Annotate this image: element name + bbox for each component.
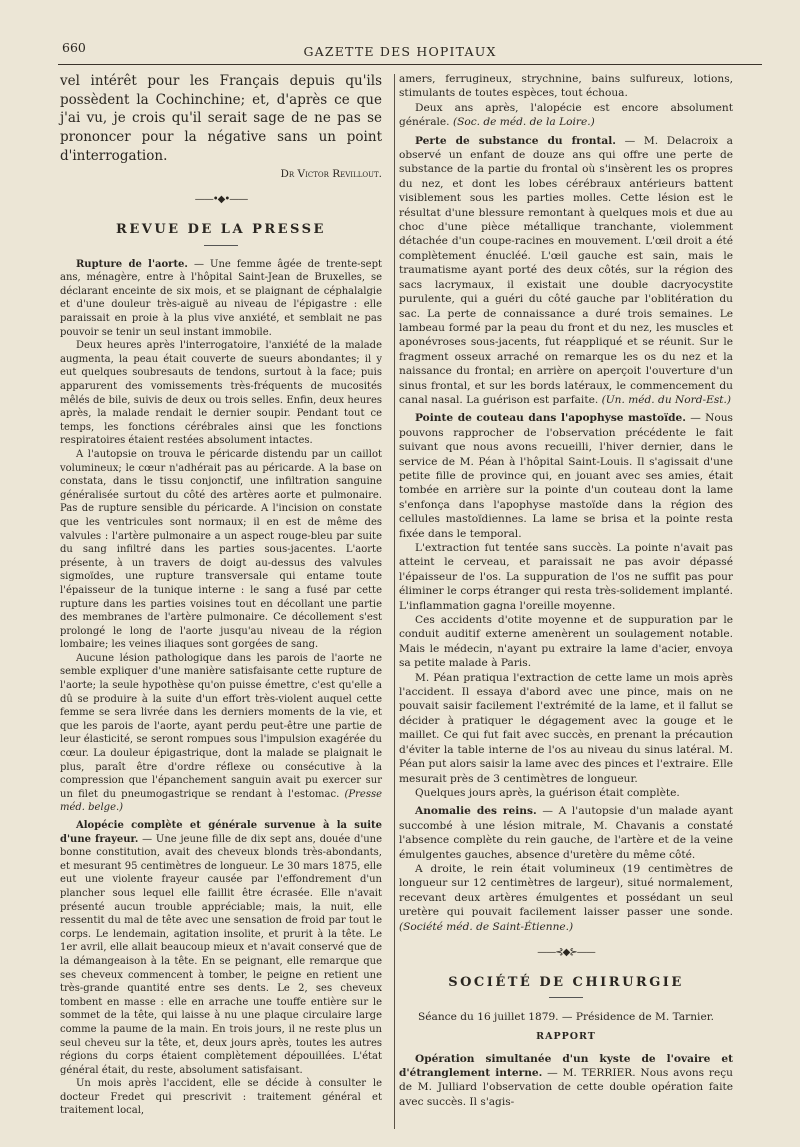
- article-paragraph: Rupture de l'aorte. — Une femme âgée de trente-sept ans, ménagère, entre à l'hôpital Saint-Jean de Bruxelles, se déclarant enceinte de six mois, et se plaignant de céphalalgie et d'une douleur très-aiguë au niveau de l'épigastre : elle paraissait en proie à la plus vive anxiété, et semblait ne pas pouvoir se tenir un seul instant immobile.: [60, 258, 382, 338]
- intro-paragraph: vel intérêt pour les Français depuis qu'ils possèdent la Cochinchine; et, d'après ce que j'ai vu, je crois qu'il serait sage de ne pas se prononcer pour la négative sans un point d'interrogation.: [60, 73, 382, 164]
- right-column: [399, 72, 733, 1109]
- article-paragraph: L'extraction fut tentée sans succès. La pointe n'avait pas atteint le cerveau, et paraissait ne pas avoir dépassé l'épaisseur de l'os. La suppuration de l'os ne suffit pas pour éliminer le corps étranger qui resta très-solidement implanté. L'inflammation gagna l'oreille moyenne.: [399, 542, 733, 612]
- author-signature: Dr Victor Revillout.: [280, 168, 382, 181]
- article-pointe-couteau: [399, 411, 733, 800]
- article-paragraph: A l'autopsie on trouva le péricarde distendu par un caillot volumineux; le cœur n'adhérait pas au péricarde. A la base on constata, dans le tissu conjonctif, une infiltration sanguine généralisée surtout du côté des artères aorte et pulmonaire. Pas de rupture sensible du péricarde. A l'incision on constate que les ventricules sont normaux; il en est de même des valvules : l'artère pulmonaire a un aspect rouge-bleu par suite du sang infiltré dans les parties sous-jacentes. L'aorte présente, à un travers de doigt au-dessus des valvules sigmoïdes, une rupture transversale qui entame toute l'épaisseur de la tunique interne : le sang a fusé par cette rupture dans les parties voisines tout en décollant une partie des membranes de l'artère pulmonaire. Ce décollement s'est prolongé le long de l'aorte jusqu'au niveau de la région lombaire; les veines iliaques sont gorgées de sang.: [60, 448, 382, 651]
- article-paragraph: amers, ferrugineux, strychnine, bains sulfureux, lotions, stimulants de toutes espèces, tout échoua.: [399, 73, 733, 100]
- source-citation: (Société méd. de Saint-Étienne.): [399, 920, 574, 933]
- title-rule: [549, 997, 583, 998]
- article-perte-frontal: [399, 134, 733, 408]
- ornament-divider: ——⊰◆⊱——: [537, 946, 595, 958]
- header-rule: [58, 64, 762, 65]
- article-heading: Anomalie des reins.: [415, 805, 537, 818]
- article-paragraph: Anomalie des reins. — A l'autopsie d'un malade ayant succombé à une lésion mitrale, M. Chavanis a constaté l'absence complète du rein gauche, de l'artère et de la veine émulgentes gauches, absence d'uretère du même côté.: [399, 805, 733, 861]
- left-column: [60, 72, 382, 1118]
- section-title: REVUE DE LA PRESSE: [116, 221, 326, 237]
- article-paragraph: Opération simultanée d'un kyste de l'ovaire et d'étranglement interne. — M. TERRIER. Nous avons reçu de M. Julliard l'observation de cette double opération faite avec succès. Il s'agis-: [399, 1052, 733, 1108]
- article-alopecie: [60, 819, 382, 1118]
- article-heading: Alopécie complète et générale survenue à la suite d'une frayeur.: [60, 820, 382, 845]
- running-head: GAZETTE DES HOPITAUX: [303, 44, 497, 59]
- source-citation: (Presse méd. belge.): [60, 788, 383, 814]
- section-title: SOCIÉTÉ DE CHIRURGIE: [448, 974, 684, 990]
- article-paragraph: Perte de substance du frontal. — M. Delacroix a observé un enfant de douze ans qui offre une perte de substance de la partie du frontal où s'insèrent les os propres du nez, et dont les lobes cérébraux antérieurs battent visiblement sous les parties molles. Cette lésion est le résultat d'une blessure remontant à quelques mois et due au choc d'une pièce métallique tranchante, violemment détachée d'un coupe-racines en mouvement. L'œil droit a été complètement énucléé. L'œil gauche est sain, mais le traumatisme ayant porté des deux côtés, sur la région des sacs lacrymaux, il existait une double dacryocystite purulente, qui a guéri du côté gauche par l'oblitération du sac. La perte de connaissance a duré trois semaines. Le lambeau formé par la peau du front et du nez, les muscles et aponévroses sous-jacents, fut réappliqué et se réunit. Sur le fragment osseux arraché on remarque les os du nez et la naissance du frontal; en arrière on aperçoit l'ouverture d'un sinus frontal, et sur les bords latéraux, le commencement du canal nasal. La guérison est parfaite. (Un. méd. du Nord-Est.): [399, 134, 733, 406]
- title-rule: [204, 245, 238, 246]
- rapport-label: RAPPORT: [536, 1030, 596, 1042]
- article-paragraph: A droite, le rein était volumineux (19 centimètres de longueur sur 12 centimètres de largeur), situé normalement, recevant deux artères émulgentes et possédant un seul uretère qui pouvait facilement laisser passer une sonde. (Société méd. de Saint-Étienne.): [399, 862, 733, 933]
- ornament-divider: ——•◆•——: [194, 194, 248, 206]
- article-paragraph: Pointe de couteau dans l'apophyse mastoïde. — Nous pouvons rapprocher de l'observation précédente le fait suivant que nous avons recueilli, l'hiver dernier, dans le service de M. Péan à l'hôpital Saint-Louis. Il s'agissait d'une petite fille de province qui, en jouant avec ses amies, était tombée en arrière sur la pointe d'un couteau dont la lame s'enfonça dans l'apophyse mastoïde dans la région des cellules mastoïdiennes. La lame se brisa et la pointe resta fixée dans le temporal.: [399, 412, 733, 540]
- source-citation: (Soc. de méd. de la Loire.): [452, 116, 595, 129]
- article-heading: Opération simultanée d'un kyste de l'ovaire et d'étranglement interne.: [399, 1052, 733, 1079]
- column-divider: [394, 74, 395, 1129]
- article-heading: Pointe de couteau dans l'apophyse mastoïde.: [415, 412, 686, 425]
- source-citation: (Un. méd. du Nord-Est.): [601, 393, 732, 406]
- article-paragraph: Ces accidents d'otite moyenne et de suppuration par le conduit auditif externe amenèrent un soulagement notable. Mais le médecin, n'ayant pu extraire la lame d'acier, envoya sa petite malade à Paris.: [399, 614, 733, 670]
- page-number: 660: [62, 40, 86, 55]
- article-paragraph: Un mois après l'accident, elle se décide à consulter le docteur Fredet qui prescrivit : traitement général et traitement local,: [60, 1078, 382, 1117]
- article-paragraph: Deux ans après, l'alopécie est encore absolument générale. (Soc. de méd. de la Loire.): [399, 101, 733, 129]
- article-heading: Rupture de l'aorte.: [76, 258, 188, 270]
- article-rupture-aorte: [60, 258, 382, 815]
- article-paragraph: Aucune lésion pathologique dans les parois de l'aorte ne semble expliquer d'une manière satisfaisante cette rupture de l'aorte; la seule hypothèse qu'on puisse émettre, c'est qu'elle a dû se produire à la suite d'un effort très-violent auquel cette femme se sera livrée dans les derniers moments de la vie, et que les parois de l'aorte, ayant perdu peut-être une partie de leur élasticité, se seront rompues sous l'impulsion exagérée du cœur. La douleur épigastrique, dont la malade se plaignait le plus, paraît être d'ordre réflexe ou consécutive à la compression que l'épanchement sanguin avait pu exercer sur un filet du pneumogastrique se rendant à l'estomac. (Presse méd. belge.): [60, 652, 383, 814]
- session-line: Séance du 16 juillet 1879. — Présidence de M. Tarnier.: [418, 1011, 714, 1024]
- article-paragraph: Quelques jours après, la guérison était complète.: [415, 786, 680, 799]
- article-paragraph: Deux heures après l'interrogatoire, l'anxiété de la malade augmenta, la peau était couverte de sueurs abondantes; il y eut quelques soubresauts de tendons, surtout à la face; puis apparurent des vomissements très-fréquents de mucosités mêlés de bile, suivis de deux ou trois selles. Enfin, deux heures après, la malade rendait le dernier soupir. Pendant tout ce temps, les fonctions cérébrales ainsi que les fonctions respiratoires étaient restées absolument intactes.: [60, 340, 382, 447]
- article-heading: Perte de substance du frontal.: [415, 134, 616, 147]
- article-paragraph: Alopécie complète et générale survenue à la suite d'une frayeur. — Une jeune fille de dix sept ans, douée d'une bonne constitution, avait des cheveux blonds très-abondants, et mesurant 95 centimètres de longueur. Le 30 mars 1875, elle eut une violente frayeur causée par l'effondrement d'un plancher sous lequel elle faillit être écrasée. Elle n'avait présenté aucun trouble appréciable; mais, la nuit, elle ressentit du mal de tête avec une sensation de froid par tout le corps. Le lendemain, agitation insolite, et prurit à la tête. Le 1er avril, elle allait beaucoup mieux et n'avait conservé que de la démangeaison à la tête. En se peignant, elle remarque que ses cheveux commencent à tomber, le peigne en retient une très-grande quantité entre ses dents. Le 2, ses cheveux tombent en masse : elle en arrache une touffe entière sur le sommet de la tête, qui laisse à nu une plaque circulaire large comme la paume de la main. En trois jours, il ne reste plus un seul cheveu sur la tête, et, deux jours après, toutes les autres régions du corps étaient complètement dépouillées. L'état général était, du reste, absolument satisfaisant.: [60, 820, 382, 1076]
- article-operation-kyste: [399, 1052, 733, 1110]
- article-paragraph: M. Péan pratiqua l'extraction de cette lame un mois après l'accident. Il essaya d'abord avec une pince, mais on ne pouvait saisir facilement l'extrémité de la lame, et il fallut se décider à pratiquer le dégagement avec la gouge et le maillet. Ce qui fut fait avec succès, en prenant la précaution d'éviter la table interne de l'os au niveau du sinus latéral. M. Péan put alors saisir la lame avec des pinces et l'extraire. Elle mesurait près de 3 centimètres de longueur.: [399, 671, 733, 785]
- article-anomalie-reins: [399, 804, 733, 934]
